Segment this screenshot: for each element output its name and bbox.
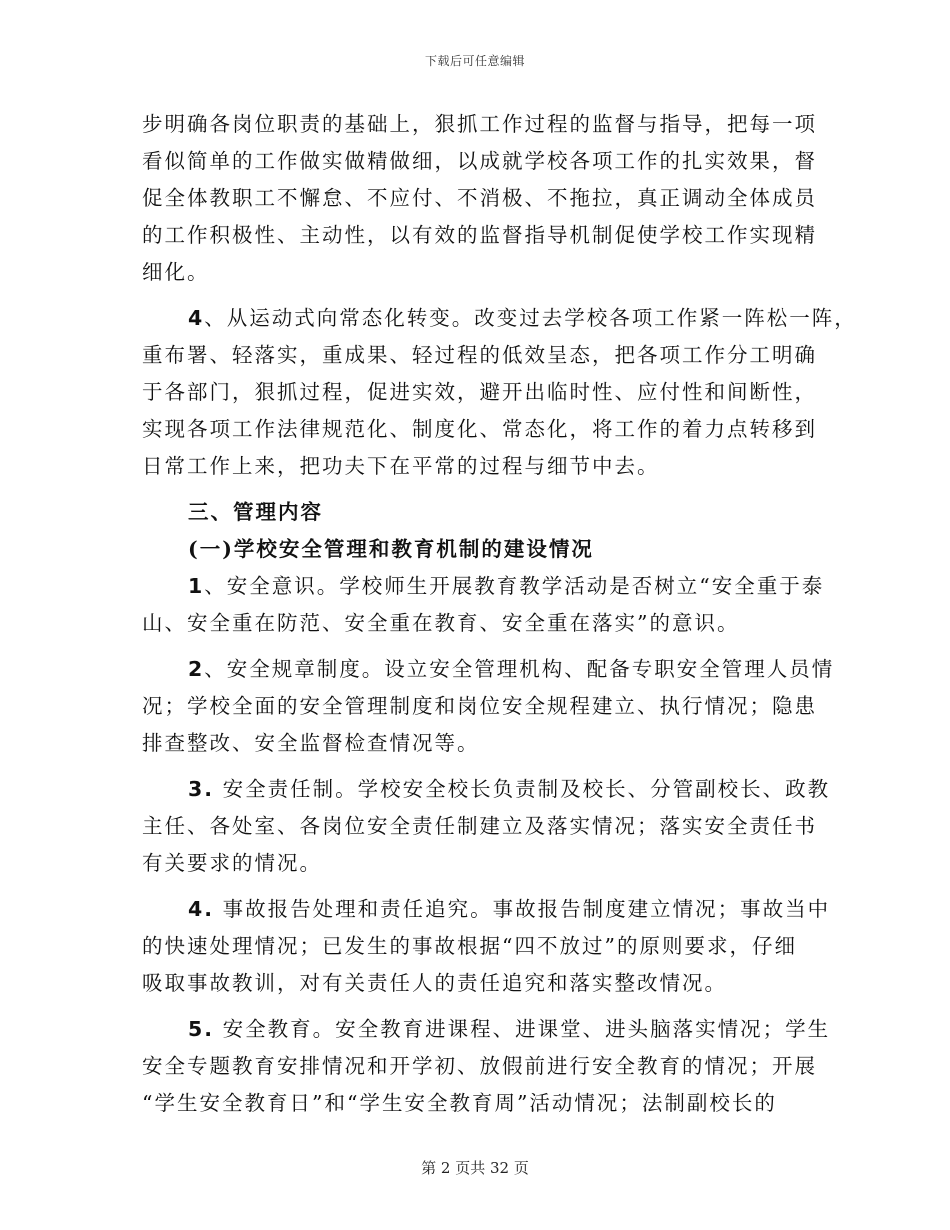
paragraph-item-5 xyxy=(142,1011,831,1122)
heading-text: (一)学校安全管理和教育机制的建设情况 xyxy=(188,537,594,561)
text-line: 主任、各处室、各岗位安全责任制建立及落实情况；落实安全责任书 xyxy=(142,814,817,838)
section-heading xyxy=(142,494,817,531)
text-line: 的快速处理情况；已发生的事故根据“四不放过”的原则要求，仔细 xyxy=(142,934,797,958)
line-text: 安全教育。安全教育进课程、进课堂、进头脑落实情况；学生 xyxy=(214,1017,831,1041)
page-footer: 第 2 页共 32 页 xyxy=(421,1159,529,1177)
text-line: 看似简单的工作做实做精做细，以成就学校各项工作的扎实效果，督 xyxy=(142,149,817,173)
item-number: 1 xyxy=(188,574,205,598)
text-line: 促全体教职工不懈怠、不应付、不消极、不拖拉，真正调动全体成员 xyxy=(142,186,817,210)
item-number: 4. xyxy=(188,897,215,921)
text-line xyxy=(142,771,831,808)
line-text: 、从运动式向常态化转变。改变过去学校各项工作紧一阵松一阵， xyxy=(204,306,857,330)
line-text: 、安全意识。学校师生开展教育教学活动是否树立“安全重于泰 xyxy=(204,574,825,598)
text-line: 细化。 xyxy=(142,260,210,284)
text-line: 排查整改、安全监督检查情况等。 xyxy=(142,731,480,755)
text-line: 实现各项工作法律规范化、制度化、常态化，将工作的着力点转移到 xyxy=(142,417,817,441)
text-line: 况；学校全面的安全管理制度和岗位安全规程建立、执行情况；隐患 xyxy=(142,694,817,718)
text-line: “学生安全教育日”和“学生安全教育周”活动情况；法制副校长的 xyxy=(142,1091,777,1115)
item-number: 5. xyxy=(188,1017,215,1041)
paragraph-item-4 xyxy=(142,300,857,485)
page-header: 下载后可任意编辑 xyxy=(424,54,525,68)
text-line: 日常工作上来，把功夫下在平常的过程与细节中去。 xyxy=(142,454,660,478)
text-line: 步明确各岗位职责的基础上，狠抓工作过程的监督与指导，把每一项 xyxy=(142,112,817,136)
item-number: 4 xyxy=(188,306,205,330)
text-line: 重布署、轻落实，重成果、轻过程的低效呈态，把各项工作分工明确 xyxy=(142,343,817,367)
line-text: 、安全规章制度。设立安全管理机构、配备专职安全管理人员情 xyxy=(204,657,835,681)
text-line xyxy=(142,1011,831,1048)
paragraph-item-4-accident xyxy=(142,891,831,1002)
text-line: 于各部门，狠抓过程，促进实效，避开出临时性、应付性和间断性， xyxy=(142,380,817,404)
paragraph-continuation xyxy=(142,106,817,291)
text-line xyxy=(142,568,825,605)
item-number: 2 xyxy=(188,657,205,681)
text-line xyxy=(142,300,857,337)
paragraph-item-1 xyxy=(142,568,825,642)
document-body xyxy=(142,106,857,1122)
text-line: 吸取事故教训，对有关责任人的责任追究和落实整改情况。 xyxy=(142,971,727,995)
text-line xyxy=(142,651,835,688)
text-line: 山、安全重在防范、安全重在教育、安全重在落实”的意识。 xyxy=(142,611,740,635)
paragraph-item-3 xyxy=(142,771,831,882)
line-text: 安全责任制。学校安全校长负责制及校长、分管副校长、政教 xyxy=(214,777,831,801)
item-number: 3. xyxy=(188,777,215,801)
subsection-heading xyxy=(142,531,817,568)
text-line: 安全专题教育安排情况和开学初、放假前进行安全教育的情况；开展 xyxy=(142,1054,817,1078)
heading-text: 三、管理内容 xyxy=(188,500,323,524)
text-line: 的工作积极性、主动性，以有效的监督指导机制促使学校工作实现精 xyxy=(142,223,817,247)
paragraph-item-2 xyxy=(142,651,835,762)
line-text: 事故报告处理和责任追究。事故报告制度建立情况；事故当中 xyxy=(214,897,831,921)
text-line xyxy=(142,891,831,928)
text-line: 有关要求的情况。 xyxy=(142,851,322,875)
